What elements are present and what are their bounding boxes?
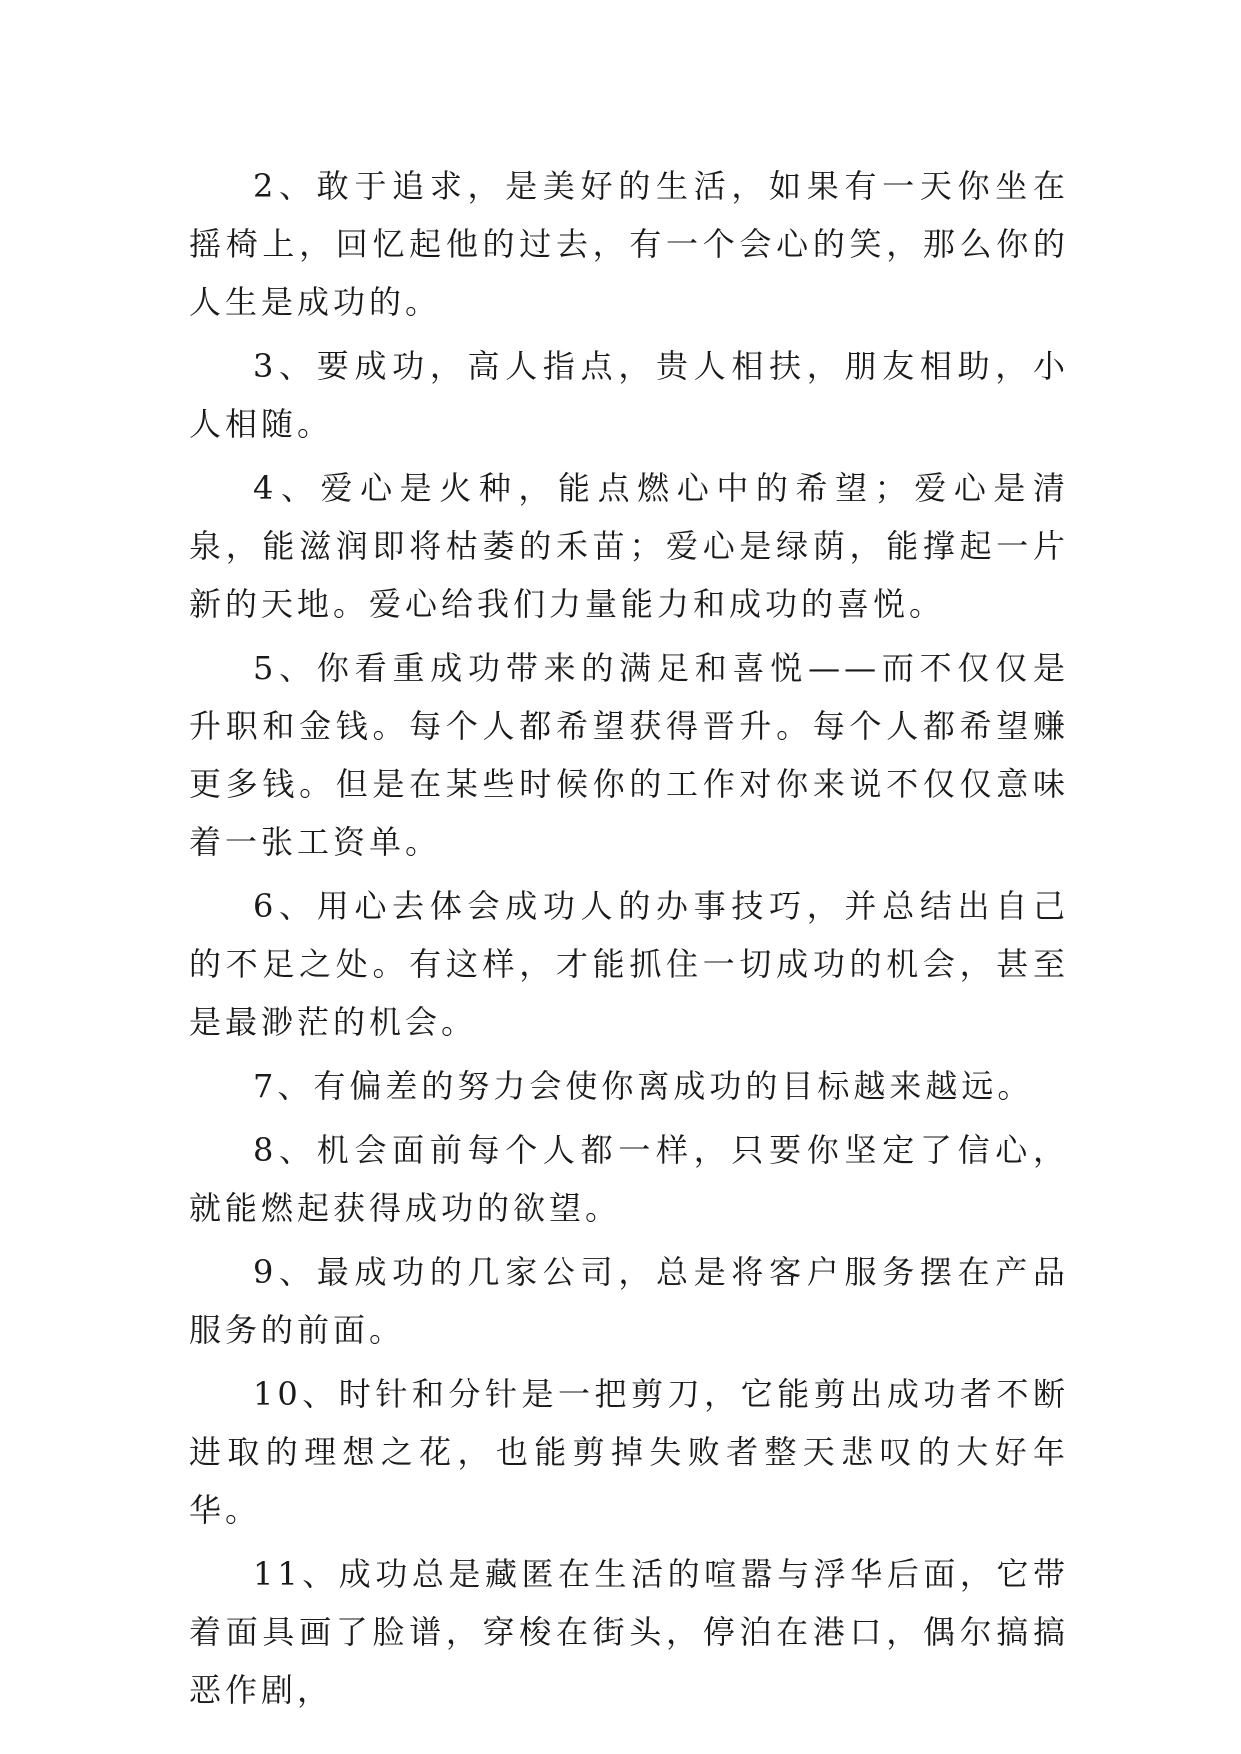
paragraph-7: 7、有偏差的努力会使你离成功的目标越来越远。 <box>253 1067 1034 1105</box>
paragraph-10: 10、时针和分针是一把剪刀，它能剪出成功者不断进取的理想之花，也能剪掉失败者整天悲叹的大好年华。 <box>189 1375 1069 1529</box>
paragraph-9: 9、最成功的几家公司，总是将客户服务摆在产品服务的前面。 <box>189 1253 1069 1349</box>
paragraph-2: 2、敢于追求，是美好的生活，如果有一天你坐在摇椅上，回忆起他的过去，有一个会心的笑，那么你的人生是成功的。 <box>189 167 1069 321</box>
paragraph-3: 3、要成功，高人指点，贵人相扶，朋友相助，小人相随。 <box>189 347 1069 443</box>
paragraph-11: 11、成功总是藏匿在生活的喧嚣与浮华后面，它带着面具画了脸谱，穿梭在街头，停泊在港口，偶尔搞搞恶作剧， <box>189 1555 1069 1709</box>
paragraph-8: 8、机会面前每个人都一样，只要你坚定了信心，就能燃起获得成功的欲望。 <box>189 1131 1069 1227</box>
paragraph-6: 6、用心去体会成功人的办事技巧，并总结出自己的不足之处。有这样，才能抓住一切成功的机会，甚至是最渺茫的机会。 <box>189 887 1069 1041</box>
paragraph-5: 5、你看重成功带来的满足和喜悦——而不仅仅是升职和金钱。每个人都希望获得晋升。每个人都希望赚更多钱。但是在某些时候你的工作对你来说不仅仅意味着一张工资单。 <box>189 649 1069 861</box>
paragraph-4: 4、爱心是火种，能点燃心中的希望；爱心是清泉，能滋润即将枯萎的禾苗；爱心是绿荫，能撑起一片新的天地。爱心给我们力量能力和成功的喜悦。 <box>189 469 1069 623</box>
document-body <box>189 157 1069 1725</box>
